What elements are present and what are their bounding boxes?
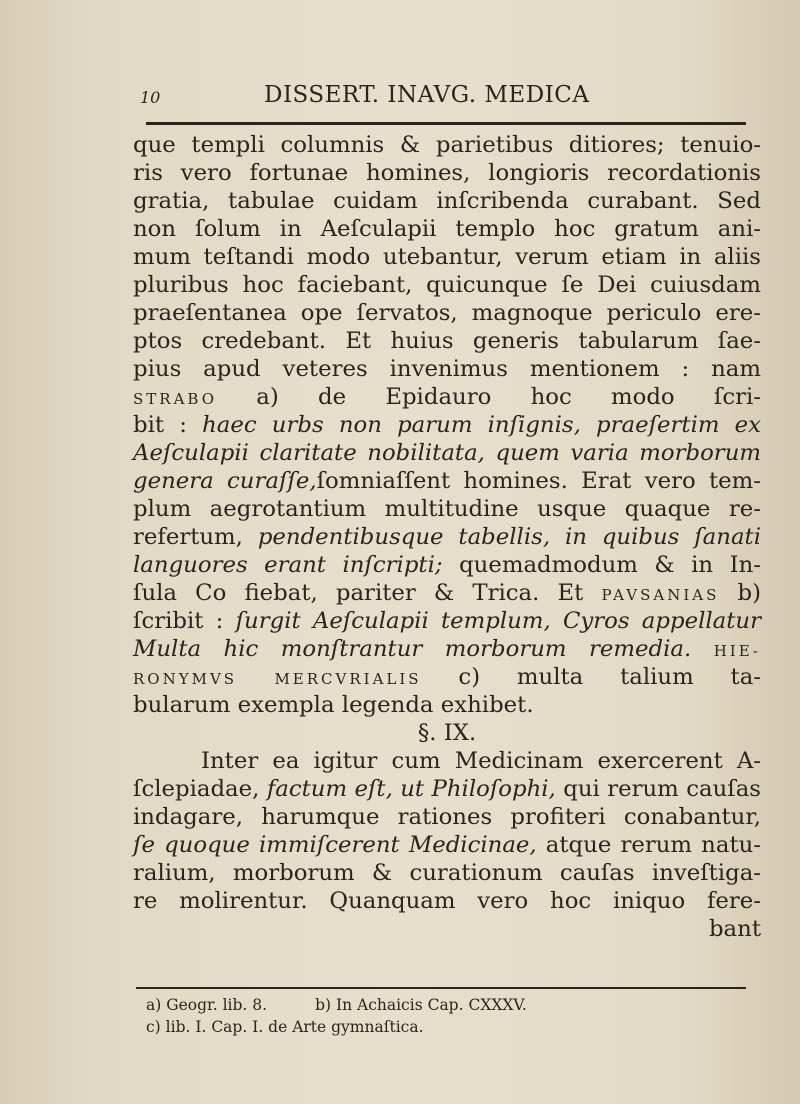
text-line [133, 775, 761, 803]
text-segment: a) de Epidauro hoc modo ſcri- [256, 384, 761, 410]
author-name-pausanias: PAVSANIAS [601, 586, 720, 604]
header-rule [146, 122, 746, 125]
quotation-italic: factum eſt, ut Philoſophi, [266, 776, 556, 802]
text-line [133, 635, 761, 663]
footnote-rule [136, 987, 746, 989]
text-line: ralium, morborum & curationum cauſas inveſtiga- [133, 860, 761, 886]
text-line [133, 663, 761, 691]
text-segment: quemadmodum & in In- [459, 552, 762, 578]
text-segment: qui rerum cauſas [563, 776, 761, 802]
text-line: praeſentanea ope ſervatos, magnoque periculo ere- [133, 300, 761, 326]
text-line: non ſolum in Aeſculapii templo hoc gratum ani- [133, 216, 761, 242]
text-segment: ſclepiadae, [133, 776, 260, 802]
quotation-line: Aeſculapii claritate nobilitata, quem varia morborum [133, 440, 761, 466]
text-line [133, 411, 761, 439]
footnote-line [146, 994, 746, 1016]
author-name-hieronymus: HIE- [713, 642, 761, 660]
text-line: re molirentur. Quanquam vero hoc iniquo fere- [133, 888, 761, 914]
body-text [133, 131, 761, 943]
footnote-a: a) Geogr. lib. 8. [146, 996, 268, 1014]
text-line [133, 467, 761, 495]
catchword: bant [708, 916, 761, 942]
quotation-italic: genera curaſſe, [133, 468, 317, 494]
author-name-strabo: STRABO [133, 390, 218, 408]
footnotes [146, 994, 746, 1038]
quotation-italic: ſe quoque immiſcerent Medicinae, [133, 832, 537, 858]
author-name-mercurialis: RONYMVS MERCVRIALIS [133, 670, 422, 688]
text-line: que templi columnis & parietibus ditiores; tenuio- [133, 132, 761, 158]
quotation-italic: Multa hic monſtrantur morborum remedia. [133, 636, 692, 662]
quotation-italic: pendentibusque tabellis, in quibus ſanati [257, 524, 761, 550]
quotation-italic: languores erant inſcripti; [133, 552, 443, 578]
text-line: pius apud veteres invenimus mentionem : nam [133, 356, 761, 382]
text-line: Inter ea igitur cum Medicinam exercerent A- [201, 748, 761, 774]
text-line: bularum exempla legenda exhibet. [133, 692, 534, 718]
footnote-c: c) lib. I. Cap. I. de Arte gymnaſtica. [146, 1018, 424, 1036]
text-line [133, 579, 761, 607]
text-segment: ſomniaſſent homines. Erat vero tem- [316, 468, 761, 494]
text-line: indagare, harumque rationes profiteri conabantur, [133, 804, 761, 830]
text-line: mum teſtandi modo utebantur, verum etiam in aliis [133, 244, 761, 270]
text-line [133, 607, 761, 635]
section-heading: §. IX. [417, 720, 477, 746]
text-line [133, 523, 761, 551]
text-line [133, 383, 761, 411]
text-line: gratia, tabulae cuidam inſcribenda curabant. Sed [133, 188, 761, 214]
text-segment: refertum, [133, 524, 243, 550]
text-line [133, 831, 761, 859]
text-segment: ſula Co fiebat, pariter & Trica. Et [133, 580, 584, 606]
quotation-italic: ſurgit Aeſculapii templum, Cyros appellatur [235, 608, 761, 634]
text-line: plum aegrotantium multitudine usque quaque re- [133, 496, 761, 522]
page-number: 10 [140, 88, 161, 107]
running-title: DISSERT. INAVG. MEDICA [264, 82, 590, 108]
text-segment: c) multa talium ta- [458, 664, 762, 690]
text-line [133, 551, 761, 579]
footnote-b: b) In Achaicis Cap. CXXXV. [315, 996, 527, 1014]
text-line: ptos credebant. Et huius generis tabularum ſae- [133, 328, 761, 354]
text-segment: ſcribit : [133, 608, 224, 634]
text-line: ris vero fortunae homines, longioris recordationis [133, 160, 761, 186]
footnote-ref: b) [737, 580, 761, 606]
quotation-italic: haec urbs non parum inſignis, praeſertim ex [202, 412, 761, 438]
page-header [136, 82, 746, 114]
text-segment: bit : [133, 412, 187, 438]
text-line: pluribus hoc faciebant, quicunque ſe Dei cuiusdam [133, 272, 761, 298]
text-segment: atque rerum natu- [545, 832, 761, 858]
